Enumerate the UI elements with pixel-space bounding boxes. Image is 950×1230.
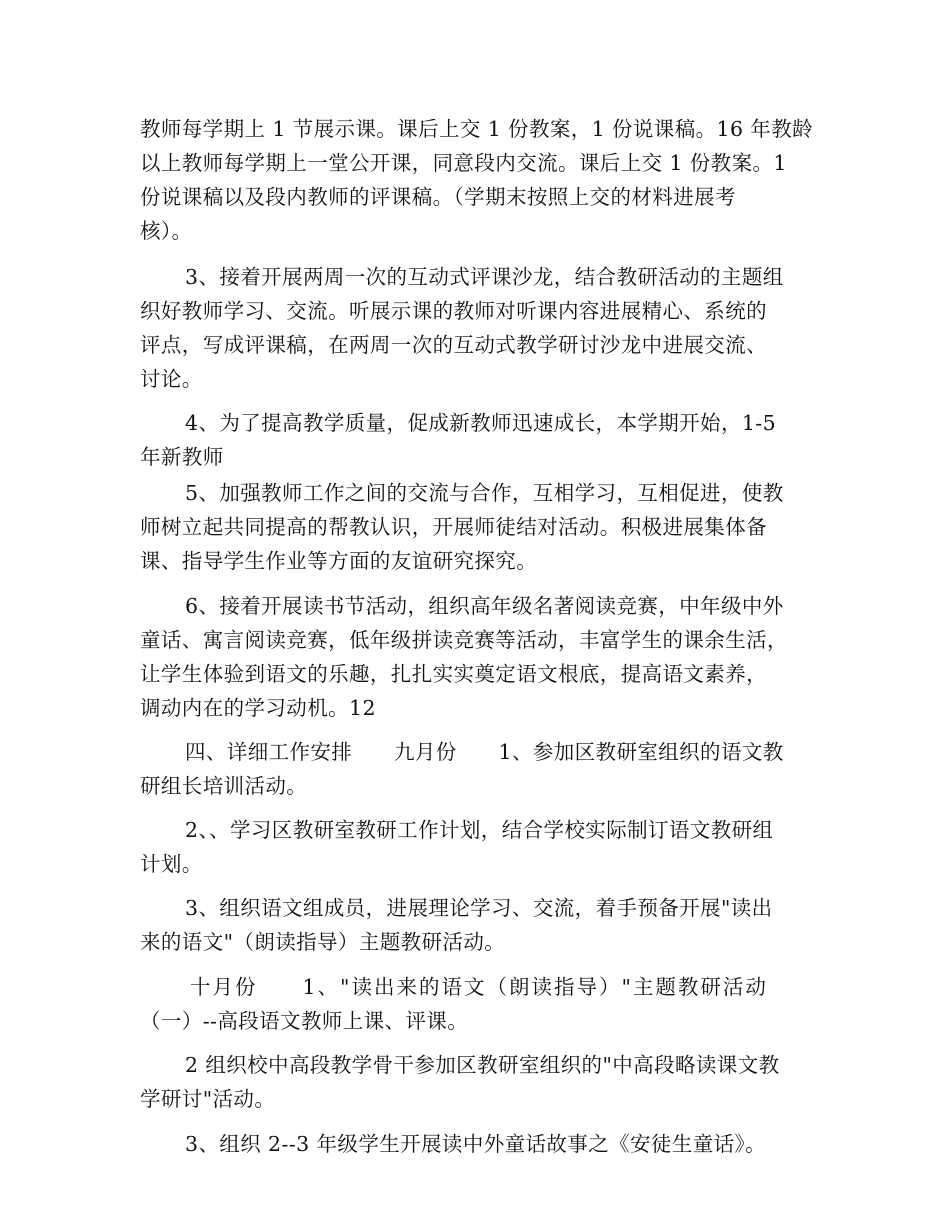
text-line: 计划。 <box>140 852 203 876</box>
paragraph-start: 3、组织 2--3 年级学生开展读中外童话故事之《安徒生童话》。 <box>185 1132 767 1156</box>
text-line: 教师每学期上 1 节展示课。课后上交 1 份教案，1 份说课稿。16 年教龄 <box>140 117 814 141</box>
paragraph-start: 4、为了提高教学质量，促成新教师迅速成长，本学期开始，1-5 <box>185 411 777 435</box>
text-line: 来的语文"（朗读指导）主题教研活动。 <box>140 930 506 954</box>
text-line: 让学生体验到语文的乐趣，扎扎实实奠定语文根底，提高语文素养， <box>140 662 767 686</box>
text-line: 织好教师学习、交流。听展示课的教师对听课内容进展精心、系统的 <box>140 299 767 323</box>
text-line: 调动内在的学习动机。12 <box>140 696 376 720</box>
text-line: 核）。 <box>140 219 193 243</box>
text-line: 以上教师每学期上一堂公开课，同意段内交流。课后上交 1 份教案。1 <box>140 151 787 175</box>
paragraph-start: 3、接着开展两周一次的互动式评课沙龙，结合教研活动的主题组 <box>185 265 784 289</box>
text-line: 评点，写成评课稿，在两周一次的互动式教学研讨沙龙中进展交流、 <box>140 333 767 357</box>
text-line: （一）--高段语文教师上课、评课。 <box>140 1009 469 1033</box>
text-line: 童话、寓言阅读竞赛，低年级拼读竞赛等活动，丰富学生的课余生活， <box>140 628 788 652</box>
text-line: 份说课稿以及段内教师的评课稿。（学期末按照上交的材料进展考 <box>140 185 736 209</box>
paragraph-start: 2 组织校中高段教学骨干参加区教研室组织的"中高段略读课文教 <box>185 1053 780 1077</box>
text-line: 师树立起共同提高的帮教认识，开展师徒结对活动。积极进展集体备 <box>140 515 767 539</box>
paragraph-start: 2、、学习区教研室教研工作计划，结合学校实际制订语文教研组 <box>185 818 774 842</box>
paragraph-start: 6、接着开展读书节活动，组织高年级名著阅读竞赛，中年级中外 <box>185 594 784 618</box>
paragraph-start: 3、组织语文组成员，进展理论学习、交流，着手预备开展"读出 <box>185 896 773 920</box>
section-heading: 四、详细工作安排 九月份 1、参加区教研室组织的语文教 <box>185 740 784 764</box>
text-line: 学研讨"活动。 <box>140 1087 276 1111</box>
text-line: 课、指导学生作业等方面的友谊研究探究。 <box>140 549 538 573</box>
text-line: 研组长培训活动。 <box>140 774 308 798</box>
text-line: 讨论。 <box>140 367 203 391</box>
month-heading: 十月份 1、"读出来的语文（朗读指导）"主题教研活动 <box>190 975 768 999</box>
paragraph-start: 5、加强教师工作之间的交流与合作，互相学习，互相促进，使教 <box>185 481 784 505</box>
text-line: 年新教师 <box>140 445 224 469</box>
